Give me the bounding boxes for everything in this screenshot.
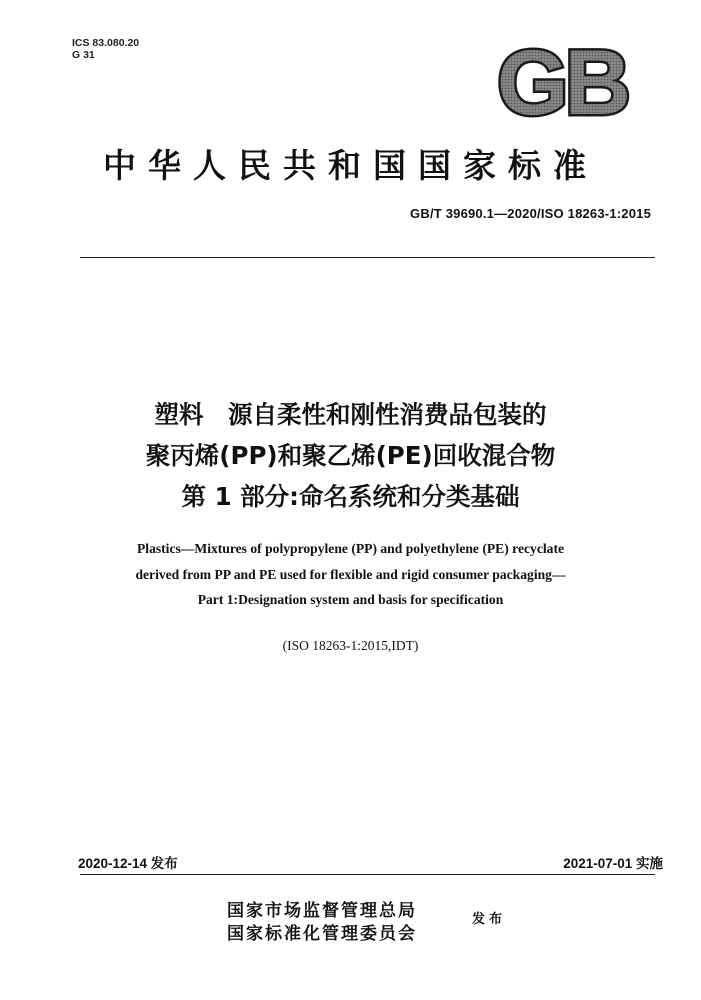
gb-logo [474,42,650,120]
english-title-line-2: derived from PP and PE used for flexible and rigid consumer packaging— [135,567,566,582]
implementation-date: 2021-07-01 实施 [563,856,663,871]
english-title-line-1: Plastics—Mixtures of polypropylene (PP) and polyethylene (PE) recyclate [136,541,564,556]
chinese-title-line-2: 聚丙烯(PP)和聚乙烯(PE)回收混合物 [145,441,556,470]
publish-label: 发布 [472,912,507,927]
chinese-title-line-1: 塑料 源自柔性和刚性消费品包装的 [154,400,547,429]
national-standard-title: 中华人民共和国国家标准 [103,146,598,185]
top-divider [80,257,655,258]
ics-code: ICS 83.080.20 [72,37,140,49]
ccs-code: G 31 [72,49,95,61]
gb-logo-text: GB [497,42,627,120]
issue-date: 2020-12-14 发布 [78,856,178,871]
standard-number: GB/T 39690.1—2020/ISO 18263-1:2015 [410,206,651,221]
bottom-divider [80,874,655,875]
classification-codes [72,37,139,61]
chinese-title-line-3: 第 1 部分:命名系统和分类基础 [181,482,520,511]
iso-equivalence: (ISO 18263-1:2015,IDT) [282,638,419,653]
english-title-line-3: Part 1:Designation system and basis for specification [197,592,504,607]
issuer-samr: 国家市场监督管理总局 [227,901,417,921]
issuer-sac: 国家标准化管理委员会 [227,924,417,944]
